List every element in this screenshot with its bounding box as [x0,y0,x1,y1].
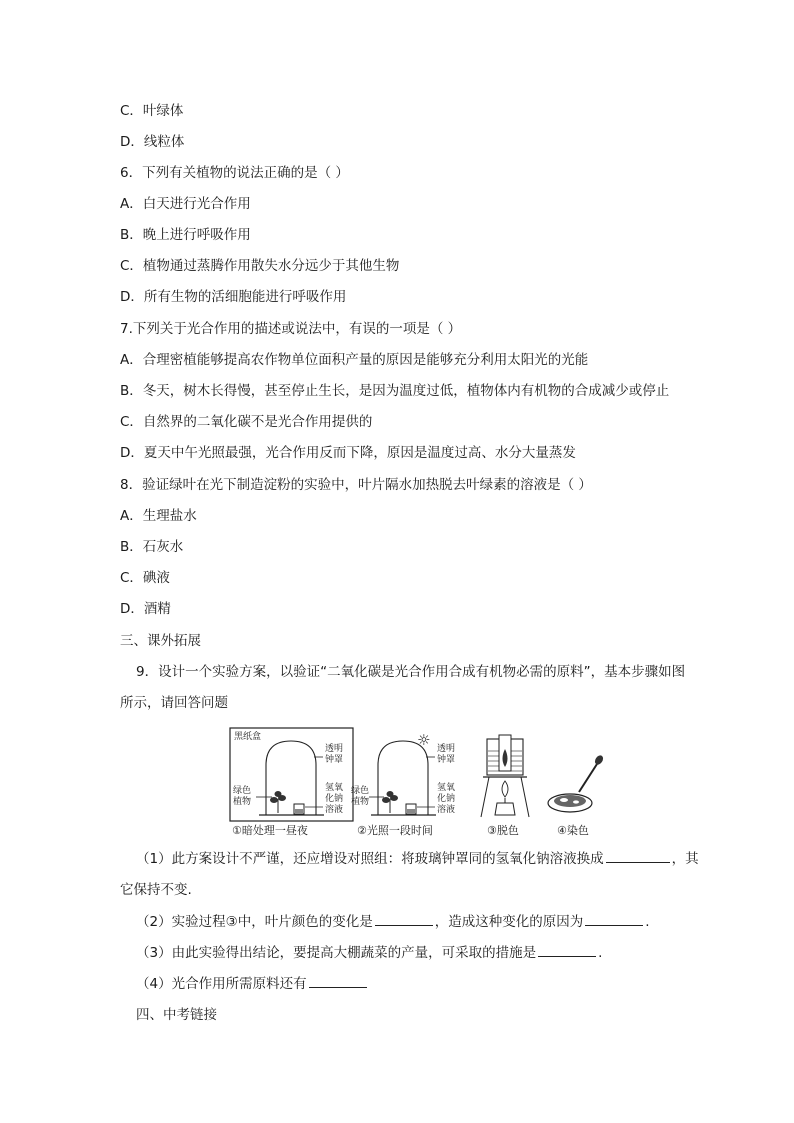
option-8a: A．生理盐水 [120,508,197,524]
bell-label-line1: 透明 [325,744,344,754]
caption-step1: ①暗处理一昼夜 [232,824,308,837]
question-9-line1: 9．设计一个实验方案，以验证“二氧化碳是光合作用合成有机物必需的原料”，基本步骤如图 [136,664,686,680]
question-9-line2: 所示，请回答问题 [120,695,228,711]
bell-label-2-line1: 透明 [437,744,456,754]
question-9-2-text: （2）实验过程③中，叶片颜色的变化是 [136,914,373,930]
option-7b: B．冬天，树木长得慢，甚至停止生长，是因为温度过低，植物体内有机物的合成减少或停止 [120,383,670,399]
option-8d: D．酒精 [120,601,171,617]
section-3-heading: 三、课外拓展 [120,633,201,649]
section-4-heading: 四、中考链接 [136,1007,217,1023]
plant-icon-2 [382,791,398,813]
naoh-label-2-line3: 溶液 [437,805,456,815]
bell-jar-2 [378,741,428,815]
option-6d: D．所有生物的活细胞能进行呼吸作用 [120,289,347,305]
question-9-3-text: （3）由此实验得出结论，要提高大棚蔬菜的产量，可采取的措施是 [136,945,537,961]
question-9-2 [136,913,650,931]
sun-icon: ☼ [417,731,431,749]
naoh-solution-1 [295,809,303,813]
question-9-3 [136,944,602,962]
option-7d: D．夏天中午光照最强，光合作用反而下降，原因是温度过高、水分大量蒸发 [120,445,576,461]
water-bath-apparatus [481,735,529,817]
plant-label-line2: 植物 [233,797,252,807]
bell-label-2-line2: 钟罩 [437,755,456,765]
plant-label-line1: 绿色 [233,786,252,796]
option-6a: A．白天进行光合作用 [120,196,251,212]
question-8: 8．验证绿叶在光下制造淀粉的实验中，叶片隔水加热脱去叶绿素的溶液是（ ） [120,477,592,493]
box-label: 黑纸盒 [234,732,262,742]
option-6c: C．植物通过蒸腾作用散失水分远少于其他生物 [120,258,400,274]
bell-label-line2: 钟罩 [325,755,344,765]
naoh-label-line1: 氢氧 [325,783,344,793]
naoh-label-2-line1: 氢氧 [437,783,456,793]
answer-blank-3[interactable] [585,913,643,926]
plant-icon-1 [270,791,286,813]
option-7a: A．合理密植能够提高农作物单位面积产量的原因是能够充分利用太阳光的光能 [120,352,589,368]
question-6: 6．下列有关植物的说法正确的是（ ） [120,165,349,181]
question-7: 7.下列关于光合作用的描述或说法中，有误的一项是（ ） [120,321,462,337]
naoh-solution-2 [407,809,415,813]
question-9-1 [136,850,699,868]
naoh-label-line2: 化钠 [325,794,344,804]
question-9-1-cont: 它保持不变. [120,882,192,898]
question-9-1-text: （1）此方案设计不严谨，还应增设对照组：将玻璃钟罩同的氢氧化钠溶液换成 [136,851,604,867]
plant-label-2-line1: 绿色 [351,786,370,796]
answer-blank-2[interactable] [375,913,433,926]
naoh-label-line3: 溶液 [325,805,344,815]
option-5c: C．叶绿体 [120,103,184,119]
caption-step3: ③脱色 [487,824,519,837]
option-7c: C．自然界的二氧化碳不是光合作用提供的 [120,414,373,430]
option-5d: D．线粒体 [120,134,185,150]
option-6b: B．晚上进行呼吸作用 [120,227,251,243]
question-9-2-tail: . [645,914,650,930]
petri-dish-apparatus [548,754,605,812]
option-8c: C．碘液 [120,570,170,586]
question-9-4 [136,975,369,993]
caption-step4: ④染色 [557,824,589,837]
experiment-figure [229,727,622,842]
question-9-4-text: （4）光合作用所需原料还有 [136,976,307,992]
bell-jar-1 [266,741,316,815]
answer-blank-5[interactable] [309,975,367,988]
answer-blank-4[interactable] [538,944,596,957]
naoh-label-2-line2: 化钠 [437,794,456,804]
answer-blank-1[interactable] [606,850,670,863]
question-9-1-tail: ，其 [671,851,699,867]
caption-step2: ②光照一段时间 [357,824,433,837]
question-9-3-tail: . [598,945,603,961]
option-8b: B．石灰水 [120,539,184,555]
question-9-2-mid: ，造成这种变化的原因为 [434,914,584,930]
plant-label-2-line2: 植物 [351,797,370,807]
